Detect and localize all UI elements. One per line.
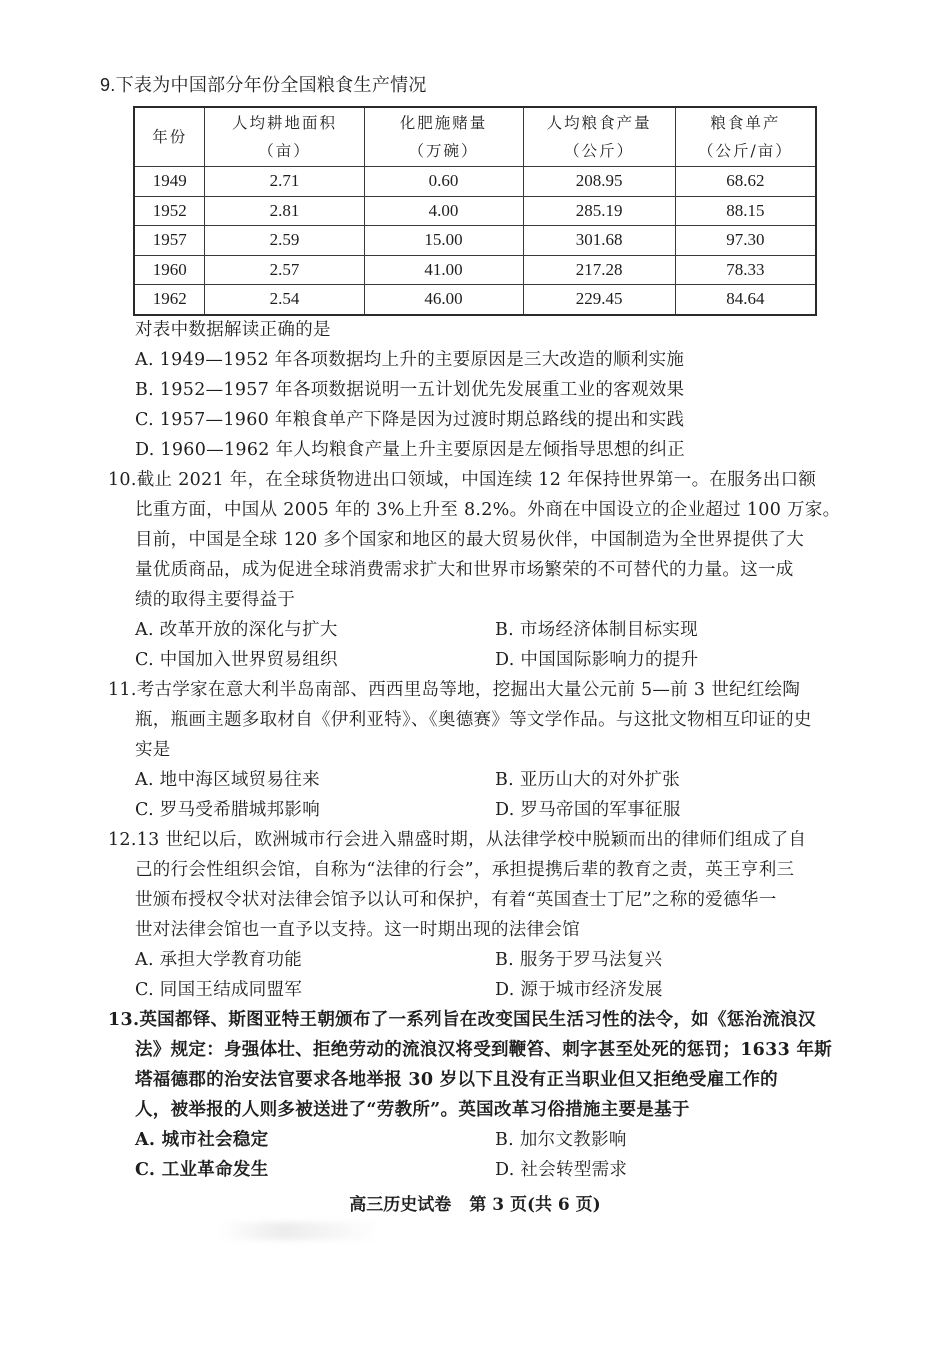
cell-grain-yield: 68.62 [675,167,816,197]
table-row [134,285,816,315]
header-title: 年份 [152,128,188,146]
cell-grain-per-capita: 229.45 [523,285,675,315]
option-d: D. 1960—1962 年人均粮食产量上升主要原因是左倾指导思想的纠正 [135,440,685,460]
question-number: 12. [108,830,137,850]
question-10-line-5: 绩的取得主要得益于 [135,590,296,610]
header-title: 人均粮食产量 [546,114,652,132]
cell-fertilizer: 4.00 [364,196,523,226]
option-a: A. 1949—1952 年各项数据均上升的主要原因是三大改造的顺利实施 [135,350,685,370]
question-number: 10. [108,470,137,490]
question-text: 英国都铎、斯图亚特王朝颁布了一系列旨在改变国民生活习性的法令，如《惩治流浪汉 [139,1010,816,1030]
header-title: 化肥施赌量 [399,114,488,132]
cell-fertilizer: 0.60 [364,167,523,197]
question-text: 考古学家在意大利半岛南部、西西里岛等地，挖掘出大量公元前 5—前 3 世纪红绘陶 [136,680,801,700]
cell-grain-per-capita: 285.19 [523,196,675,226]
question-text: 下表为中国部分年份全国粮食生产情况 [115,75,427,95]
option-c: C. 1957—1960 年粮食单产下降是因为过渡时期总路线的提出和实践 [135,410,685,430]
header-year [134,107,205,167]
page-footer [0,1190,950,1220]
footer-page-number: 第 3 页(共 6 页) [469,1195,601,1215]
option-c: C. 中国加入世界贸易组织 [135,650,338,670]
table-header-row [134,107,816,167]
footer-subject: 高三历史试卷 [349,1195,452,1215]
option-d: D. 罗马帝国的军事征服 [495,800,681,820]
header-grain-per-capita [523,107,675,167]
question-12-line-4: 世对法律会馆也一直予以支持。这一时期出现的法律会馆 [135,920,580,940]
option-b: B. 1952—1957 年各项数据说明一五计划优先发展重工业的客观效果 [135,380,685,400]
table-row [134,226,816,256]
cell-grain-per-capita: 208.95 [523,167,675,197]
header-title: 人均耕地面积 [231,114,337,132]
scan-bleed-through [220,1222,380,1240]
cell-grain-yield: 84.64 [675,285,816,315]
cell-grain-yield: 88.15 [675,196,816,226]
question-number: 11. [108,680,137,700]
header-title: 粮食单产 [710,114,781,132]
cell-year: 1960 [134,255,205,285]
question-10-line-3: 目前，中国是全球 120 多个国家和地区的最大贸易伙伴，中国制造为全世界提供了大 [135,530,805,550]
cell-year: 1952 [134,196,205,226]
option-a: A. 城市社会稳定 [135,1130,269,1150]
cell-fertilizer: 46.00 [364,285,523,315]
cell-year: 1957 [134,226,205,256]
table-row [134,167,816,197]
cell-grain-yield: 97.30 [675,226,816,256]
header-unit: （公斤/亩） [697,142,793,160]
cell-fertilizer: 41.00 [364,255,523,285]
question-number: 13. [108,1010,140,1030]
cell-arable-land: 2.57 [205,255,364,285]
header-unit: （公斤） [564,142,635,160]
header-grain-yield [675,107,816,167]
cell-grain-per-capita: 217.28 [523,255,675,285]
question-11-line-3: 实是 [135,740,171,760]
cell-arable-land: 2.81 [205,196,364,226]
cell-arable-land: 2.71 [205,167,364,197]
cell-grain-per-capita: 301.68 [523,226,675,256]
cell-grain-yield: 78.33 [675,255,816,285]
grain-production-table [133,106,817,316]
question-13-line-3: 塔福德郡的治安法官要求各地举报 30 岁以下且没有正当职业但又拒绝受雇工作的 [135,1070,778,1090]
option-d: D. 中国国际影响力的提升 [495,650,699,670]
option-b: B. 服务于罗马法复兴 [495,950,663,970]
cell-year: 1962 [134,285,205,315]
option-c: C. 罗马受希腊城邦影响 [135,800,320,820]
question-10-line-2: 比重方面，中国从 2005 年的 3%上升至 8.2%。外商在中国设立的企业超过 100 万家。 [135,500,841,520]
option-d: D. 源于城市经济发展 [495,980,663,1000]
question-11-line-2: 瓶，瓶画主题多取材自《伊利亚特》、《奥德赛》等文学作品。与这批文物相互印证的史 [135,710,812,730]
question-11-line-1 [108,675,800,705]
question-10-line-4: 量优质商品，成为促进全球消费需求扩大和世界市场繁荣的不可替代的力量。这一成 [135,560,794,580]
header-unit: （亩） [258,142,311,160]
cell-fertilizer: 15.00 [364,226,523,256]
option-b: B. 加尔文教影响 [495,1130,627,1150]
table-row [134,255,816,285]
question-12-line-2: 己的行会性组织会馆，自称为“法律的行会”，承担提携后辈的教育之责，英王亨利三 [135,860,795,880]
question-13-line-1 [108,1005,816,1035]
cell-arable-land: 2.59 [205,226,364,256]
option-a: A. 改革开放的深化与扩大 [135,620,338,640]
question-text: 截止 2021 年，在全球货物进出口领域，中国连续 12 年保持世界第一。在服务出口额 [136,470,817,490]
question-13-line-2: 法》规定：身强体壮、拒绝劳动的流浪汉将受到鞭笞、刺字甚至处死的惩罚；1633 年斯 [135,1040,833,1060]
question-9-stem [100,70,427,100]
question-12-line-3: 世颁布授权令状对法律会馆予以认可和保护，有着“英国查士丁尼”之称的爱德华一 [135,890,777,910]
header-arable-land [205,107,364,167]
question-number: 9. [100,75,116,95]
question-12-line-1 [108,825,806,855]
cell-arable-land: 2.54 [205,285,364,315]
question-text: 13 世纪以后，欧洲城市行会进入鼎盛时期，从法律学校中脱颖而出的律师们组成了自 [136,830,807,850]
option-c: C. 工业革命发生 [135,1160,269,1180]
question-10-line-1 [108,465,816,495]
option-c: C. 同国王结成同盟军 [135,980,303,1000]
question-13-line-4: 人，被举报的人则多被送进了“劳教所”。英国改革习俗措施主要是基于 [135,1100,690,1120]
option-b: B. 亚历山大的对外扩张 [495,770,681,790]
option-a: A. 承担大学教育功能 [135,950,303,970]
option-a: A. 地中海区域贸易往来 [135,770,320,790]
option-b: B. 市场经济体制目标实现 [495,620,698,640]
header-fertilizer [364,107,523,167]
table-row [134,196,816,226]
question-9-prompt: 对表中数据解读正确的是 [135,320,331,340]
option-d: D. 社会转型需求 [495,1160,628,1180]
header-unit: （万碗） [408,142,479,160]
cell-year: 1949 [134,167,205,197]
